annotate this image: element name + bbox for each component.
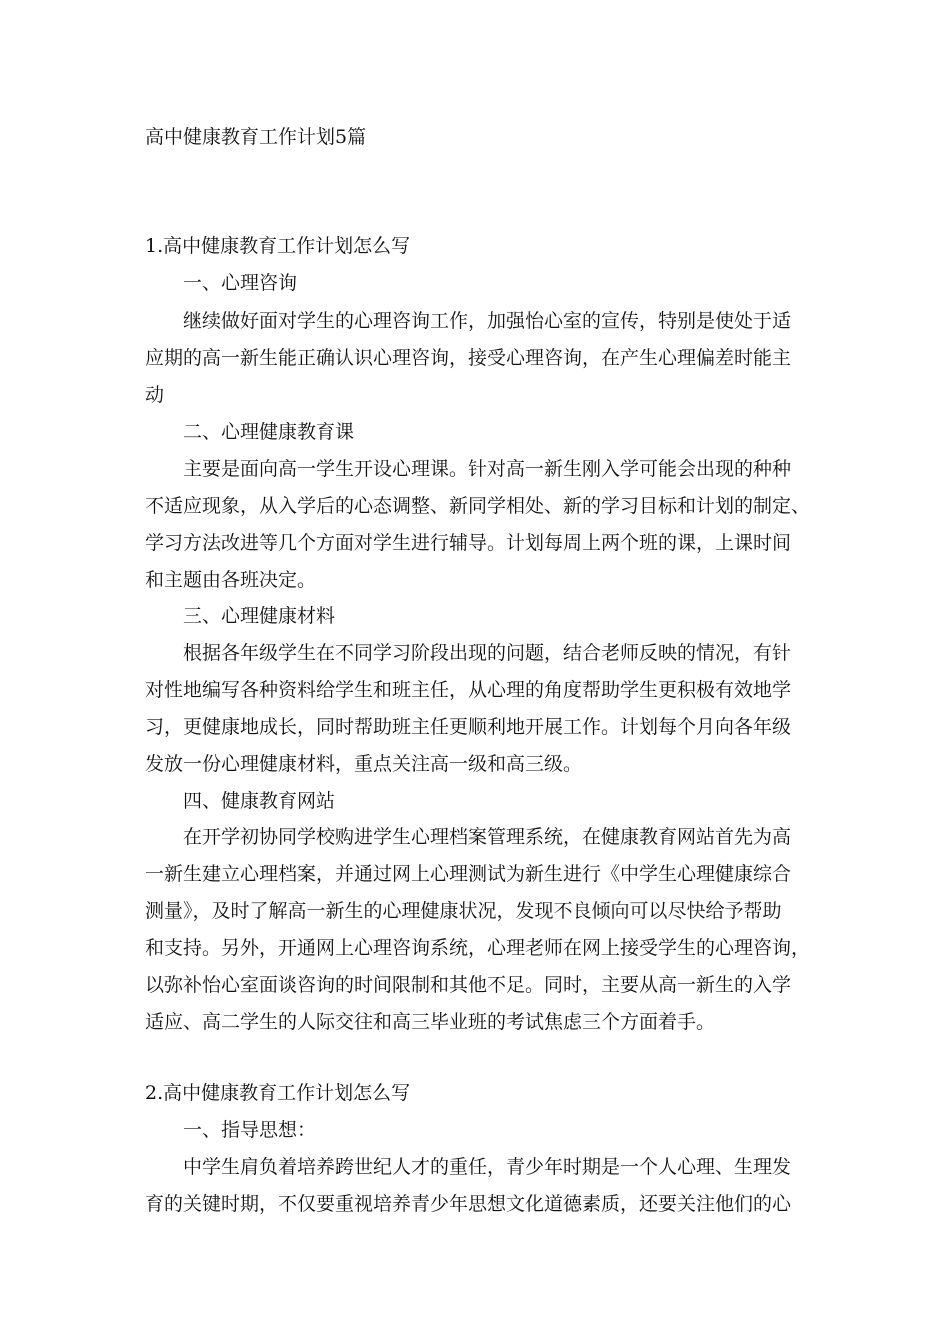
subheading: 三、心理健康材料 xyxy=(183,605,336,627)
paragraph-line: 和支持。另外，开通网上心理咨询系统，心理老师在网上接受学生的心理咨询， xyxy=(145,937,811,959)
paragraph-line: 继续做好面对学生的心理咨询工作，加强怡心室的宣传，特别是使处于适 xyxy=(183,310,792,332)
paragraph-line: 适应、高二学生的人际交往和高三毕业班的考试焦虑三个方面着手。 xyxy=(145,1011,716,1033)
paragraph-line: 育的关键时期，不仅要重视培养青少年思想文化道德素质，还要关注他们的心 xyxy=(145,1193,792,1215)
paragraph-line: 一新生建立心理档案，并通过网上心理测试为新生进行《中学生心理健康综合 xyxy=(145,863,792,885)
subheading: 一、心理咨询 xyxy=(183,272,298,294)
section-heading: 2.高中健康教育工作计划怎么写 xyxy=(145,1082,411,1104)
paragraph-line: 应期的高一新生能正确认识心理咨询，接受心理咨询，在产生心理偏差时能主 xyxy=(145,347,792,369)
paragraph-line: 不适应现象，从入学后的心态调整、新同学相处、新的学习目标和计划的制定、 xyxy=(145,495,811,517)
paragraph-line: 在开学初协同学校购进学生心理档案管理系统，在健康教育网站首先为高 xyxy=(183,826,792,848)
subheading: 四、健康教育网站 xyxy=(183,790,336,812)
paragraph-line: 发放一份心理健康材料，重点关注高一级和高三级。 xyxy=(145,753,583,775)
paragraph-line: 以弥补怡心室面谈咨询的时间限制和其他不足。同时，主要从高一新生的入学 xyxy=(145,974,792,996)
paragraph-line: 中学生肩负着培养跨世纪人才的重任，青少年时期是一个人心理、生理发 xyxy=(183,1156,792,1178)
paragraph-line: 动 xyxy=(145,384,165,406)
paragraph-line: 和主题由各班决定。 xyxy=(145,569,317,591)
subheading: 一、指导思想： xyxy=(183,1119,317,1141)
document-title: 高中健康教育工作计划5篇 xyxy=(145,126,367,148)
paragraph-line: 对性地编写各种资料给学生和班主任，从心理的角度帮助学生更积极有效地学 xyxy=(145,679,792,701)
paragraph-line: 学习方法改进等几个方面对学生进行辅导。计划每周上两个班的课，上课时间 xyxy=(145,532,792,554)
subheading: 二、心理健康教育课 xyxy=(183,421,355,443)
paragraph-line: 测量》，及时了解高一新生的心理健康状况，发现不良倾向可以尽快给予帮助 xyxy=(145,900,782,922)
paragraph-line: 根据各年级学生在不同学习阶段出现的问题，结合老师反映的情况，有针 xyxy=(183,642,792,664)
paragraph-line: 习，更健康地成长，同时帮助班主任更顺利地开展工作。计划每个月向各年级 xyxy=(145,716,792,738)
section-heading: 1.高中健康教育工作计划怎么写 xyxy=(145,235,411,257)
paragraph-line: 主要是面向高一学生开设心理课。针对高一新生刚入学可能会出现的种种 xyxy=(183,458,792,480)
